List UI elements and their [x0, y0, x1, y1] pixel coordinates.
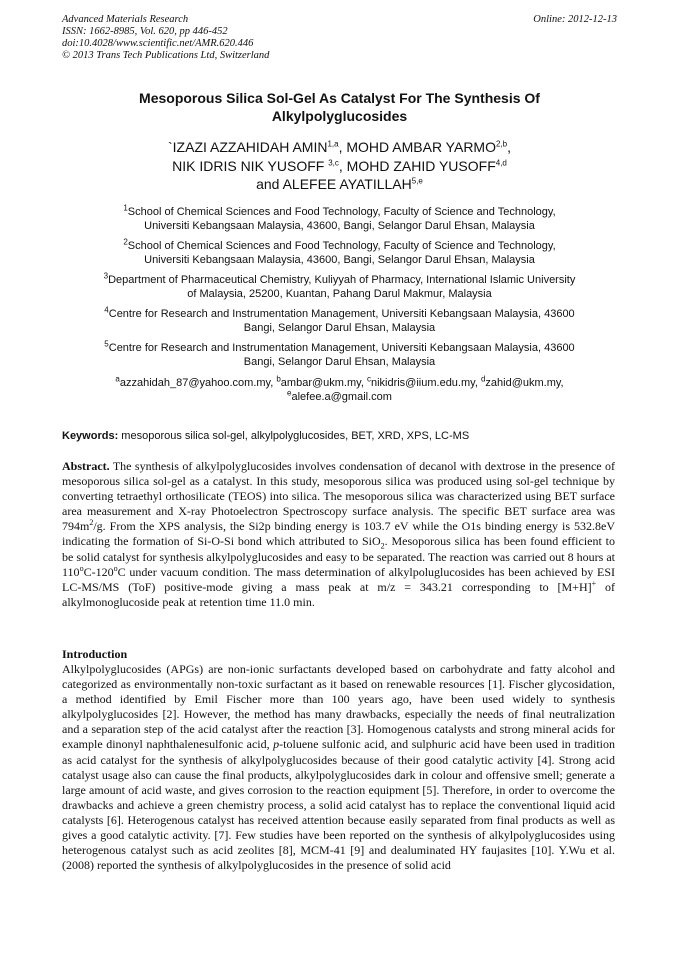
affiliation-4: [62, 307, 617, 335]
keywords-text: mesoporous silica sol-gel, alkylpolyglucosides, BET, XRD, XPS, LC-MS: [118, 430, 470, 442]
superscript: 2: [89, 518, 94, 528]
author-name: `IZAZI AZZAHIDAH AMIN: [168, 139, 328, 155]
author-affil-mark: 3,c: [328, 157, 339, 167]
affiliations: [62, 205, 617, 404]
abstract-label: Abstract.: [62, 459, 110, 473]
intro-italic: p: [273, 737, 280, 752]
abstract-text: of alkylmonoglucoside peak at retention time 11.0 min.: [62, 579, 616, 609]
email-mark: d: [480, 374, 486, 384]
affil-line: Universiti Kebangsaan Malaysia, 43600, Bangi, Selangor Darul Ehsan, Malaysia: [144, 220, 535, 232]
running-header: [62, 14, 617, 62]
email-address: zahid@ukm.my,: [485, 377, 564, 389]
affil-number: 4: [104, 305, 109, 315]
author-affil-mark: 1,a: [327, 139, 339, 149]
email-address: ambar@ukm.my,: [280, 377, 367, 389]
email-address: alefee.a@gmail.com: [291, 391, 392, 403]
affiliation-5: [62, 341, 617, 369]
author-name: , MOHD AMBAR YARMO: [338, 139, 496, 155]
affil-line: Centre for Research and Instrumentation Management, Universiti Kebangsaan Malaysia, 43600: [108, 342, 575, 354]
abstract-text: C under vacuum condition. The mass determination of alkylpoluglucosides has been achieved by ESI LC-MS/MS (ToF) positive-mode giving a mass peak at m/z = 343.21 corresponding to [M+H]: [62, 564, 615, 594]
superscript: +: [591, 578, 597, 588]
email-mark: a: [115, 374, 120, 384]
email-address: azzahidah_87@yahoo.com.my,: [119, 377, 277, 389]
keywords: [62, 429, 617, 443]
email-mark: c: [366, 374, 371, 384]
affil-number: 1: [123, 203, 128, 213]
author-affil-mark: 5,e: [411, 176, 423, 186]
online-date: Online: 2012-12-13: [533, 14, 617, 25]
affil-line: of Malaysia, 25200, Kuantan, Pahang Darul Makmur, Malaysia: [187, 288, 492, 300]
abstract-text: /g. From the XPS analysis, the Si2p binding energy is 103.7 eV while the O1s binding energy is 532.8eV indicating the formation of Si-O-Si bond which attributed to SiO: [62, 519, 615, 549]
affil-line: Bangi, Selangor Darul Ehsan, Malaysia: [243, 356, 436, 368]
author-name: and ALEFEE AYATILLAH: [256, 176, 412, 192]
affil-line: Universiti Kebangsaan Malaysia, 43600, Bangi, Selangor Darul Ehsan, Malaysia: [144, 254, 535, 266]
title-line-1: Mesoporous Silica Sol-Gel As Catalyst For The Synthesis Of: [139, 90, 540, 106]
author-affil-mark: 2,b: [495, 139, 508, 149]
intro-text: -toluene sulfonic acid, and sulphuric acid have been used in tradition as acid catalyst for the synthesis of alkylpolyglucosides because of their good catalytic activity [4]. Strong acid catalyst usage also can cause the final products, alkylpolyglucosides dark in colour and offensive smell; generate a large amount of acid waste, and gives corrosion to the reaction equipment [5]. Therefore, in order to overcome the drawbacks and achieve a green chemistry process, a solid acid catalyst has to replace the conventional liquid acid catalysts [6]. Heterogenous catalyst has received attention because easily separated from final products as well as gives a good catalytic activity. [7]. Few studies have been reported on the synthesis of alkylpolyglucosides using heterogenous catalyst such as acid zeolites [8], MCM-41 [9] and dealuminated HY faujasites [10]. Y.Wu et al. (2008) reported the synthesis of alkylpolyglucosides in the presence of solid acid: [62, 737, 615, 873]
affiliation-2: [62, 239, 617, 267]
issn: ISSN: 1662-8985, Vol. 620, pp 446-452: [62, 26, 228, 37]
copyright: © 2013 Trans Tech Publications Ltd, Switzerland: [62, 50, 270, 61]
keywords-label: Keywords:: [62, 430, 119, 442]
affil-number: 5: [104, 339, 109, 349]
affil-line: Bangi, Selangor Darul Ehsan, Malaysia: [243, 322, 436, 334]
affil-number: 3: [103, 271, 109, 281]
email-mark: e: [287, 388, 292, 398]
affil-line: Centre for Research and Instrumentation Management, Universiti Kebangsaan Malaysia, 43600: [108, 308, 575, 320]
affil-line: School of Chemical Sciences and Food Technology, Faculty of Science and Technology,: [127, 240, 556, 252]
intro-text: Alkylpolyglucosides (APGs) are non-ionic surfactants developed based on carbohydrate and fatty alcohol and categorized as environmentally non-toxic surfactant as it based on renewable resources [1]. Fischer glycosidation, a method identified by Emil Fischer more than 100 years ago, have been used widely to synthesis alkylpolyglucosides [2]. However, the method has many drawbacks, especially the needs of final neutralization and a separation step of the acid catalyst after the reaction [3]. Homogenous catalysts and strong mineral acids for example dinonyl naphthalenesulfonic acid,: [62, 662, 615, 752]
email-address: nikidris@iium.edu.my,: [370, 377, 481, 389]
abstract: [62, 459, 615, 610]
affil-line: School of Chemical Sciences and Food Technology, Faculty of Science and Technology,: [127, 206, 556, 218]
authors-line-1: `IZAZI AZZAHIDAH AMIN$^{1,a}$, MOHD AMBAR YARMO$^{2,b}$,: [168, 139, 511, 155]
superscript: o: [79, 563, 84, 573]
journal-name: Advanced Materials Research: [62, 14, 189, 25]
author-affil-mark: 4,d: [495, 157, 507, 167]
author-name: NIK IDRIS NIK YUSOFF: [172, 157, 329, 174]
affil-number: 2: [123, 237, 128, 247]
abstract-text: . Mesoporous silica has been found efficient to be solid catalyst for synthesis alkylpolyglucosides and easy to be separated. The reaction was carried out 8 hours at 110: [62, 534, 615, 579]
superscript: o: [113, 563, 118, 573]
email-list: [62, 376, 617, 404]
title-line-2: Alkylpolyglucosides: [271, 107, 408, 124]
authors-line-3: [62, 175, 617, 194]
abstract-text: C-120: [83, 564, 114, 579]
introduction-text: [62, 662, 615, 873]
email-mark: b: [276, 374, 281, 384]
doi: doi:10.4028/www.scientific.net/AMR.620.446: [62, 38, 254, 49]
authors-line-2: [62, 157, 617, 176]
subscript: 2: [380, 541, 385, 551]
affiliation-1: [62, 205, 617, 233]
section-heading: Introduction: [62, 647, 128, 661]
author-list: [62, 138, 617, 194]
paper-title: [62, 90, 617, 125]
author-name: , MOHD ZAHID YUSOFF: [338, 157, 496, 174]
affil-line: Department of Pharmaceutical Chemistry, Kuliyyah of Pharmacy, International Islamic University: [108, 274, 576, 286]
affiliation-3: [62, 273, 617, 301]
abstract-text: The synthesis of alkylpolyglucosides involves condensation of decanol with dextrose in the presence of mesoporous silica sol-gel as a catalyst. In this study, mesoporous silica was produced using sol-gel technique by converting tetraethyl orthosilicate (TEOS) into silica. The mesoporous silica was characterized using BET surface area measurement and X-ray Photoelectron Spectroscopy surface analysis. The specific BET surface area was 794m: [62, 459, 615, 534]
